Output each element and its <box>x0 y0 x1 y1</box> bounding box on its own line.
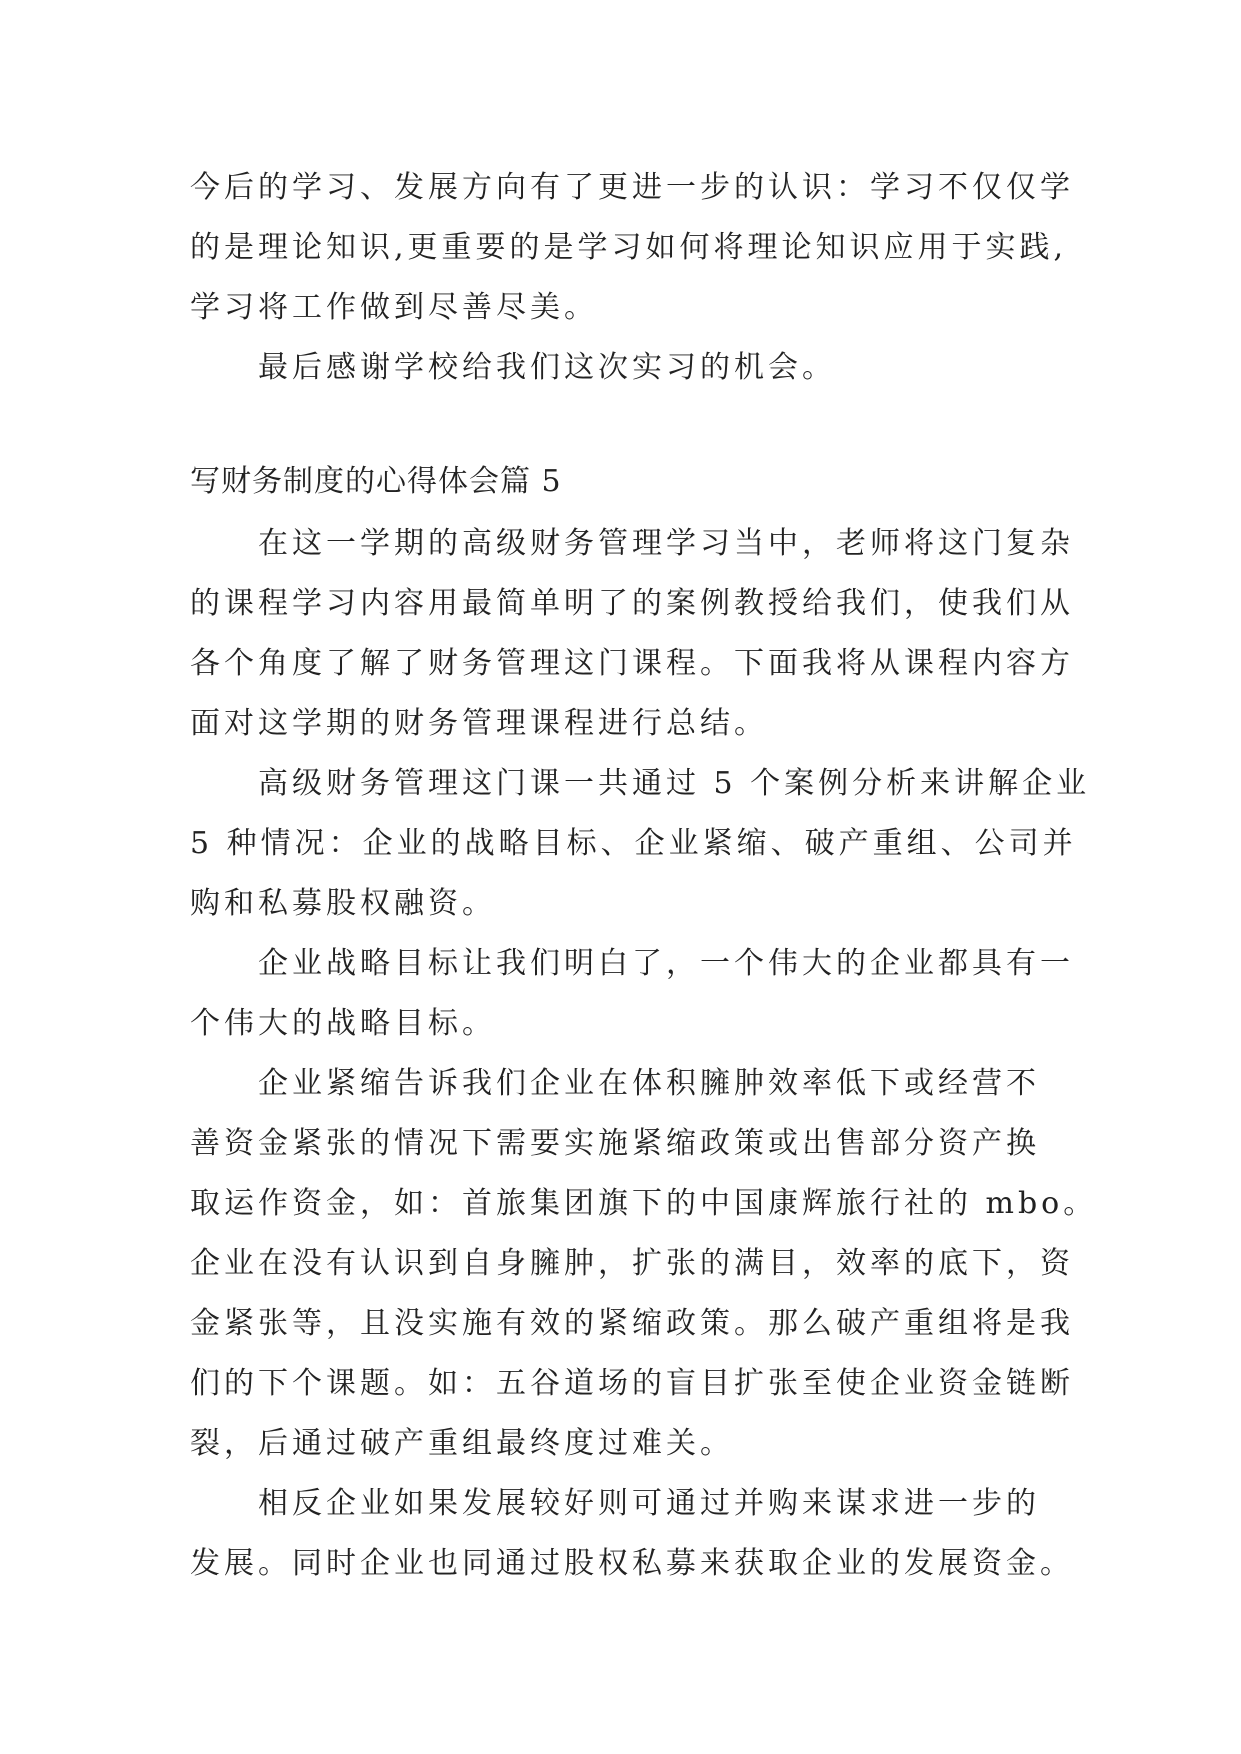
text-line: 们的下个课题。如：五谷道场的盲目扩张至使企业资金链断 <box>190 1366 1074 1401</box>
text-line: 面对这学期的财务管理课程进行总结。 <box>190 706 768 741</box>
text-line: 善资金紧张的情况下需要实施紧缩政策或出售部分资产换 <box>190 1126 1040 1161</box>
text-line: 学习将工作做到尽善尽美。 <box>190 290 598 325</box>
text-line: 今后的学习、发展方向有了更进一步的认识：学习不仅仅学 <box>190 170 1074 205</box>
section-title: 写财务制度的心得体会篇 5 <box>190 464 562 499</box>
text-line: 在这一学期的高级财务管理学习当中，老师将这门复杂 <box>258 526 1074 561</box>
text-line: 最后感谢学校给我们这次实习的机会。 <box>258 350 836 385</box>
text-line: 企业战略目标让我们明白了，一个伟大的企业都具有一 <box>258 946 1074 981</box>
text-line: 各个角度了解了财务管理这门课程。下面我将从课程内容方 <box>190 646 1074 681</box>
text-line: 企业在没有认识到自身臃肿，扩张的满目，效率的底下，资 <box>190 1246 1074 1281</box>
text-line: 金紧张等，且没实施有效的紧缩政策。那么破产重组将是我 <box>190 1306 1074 1341</box>
text-line: 取运作资金，如：首旅集团旗下的中国康辉旅行社的 mbo。 <box>190 1186 1098 1221</box>
text-line: 购和私募股权融资。 <box>190 886 496 921</box>
text-line: 个伟大的战略目标。 <box>190 1006 496 1041</box>
text-line: 高级财务管理这门课一共通过 5 个案例分析来讲解企业 <box>258 766 1091 801</box>
text-line: 发展。同时企业也同通过股权私募来获取企业的发展资金。 <box>190 1546 1074 1581</box>
text-line: 相反企业如果发展较好则可通过并购来谋求进一步的 <box>258 1486 1040 1521</box>
text-line: 的是理论知识,更重要的是学习如何将理论知识应用于实践, <box>190 230 1068 265</box>
text-line: 裂，后通过破产重组最终度过难关。 <box>190 1426 734 1461</box>
text-line: 5 种情况：企业的战略目标、企业紧缩、破产重组、公司并 <box>190 826 1077 861</box>
text-line: 的课程学习内容用最简单明了的案例教授给我们，使我们从 <box>190 586 1074 621</box>
text-line: 企业紧缩告诉我们企业在体积臃肿效率低下或经营不 <box>258 1066 1040 1101</box>
